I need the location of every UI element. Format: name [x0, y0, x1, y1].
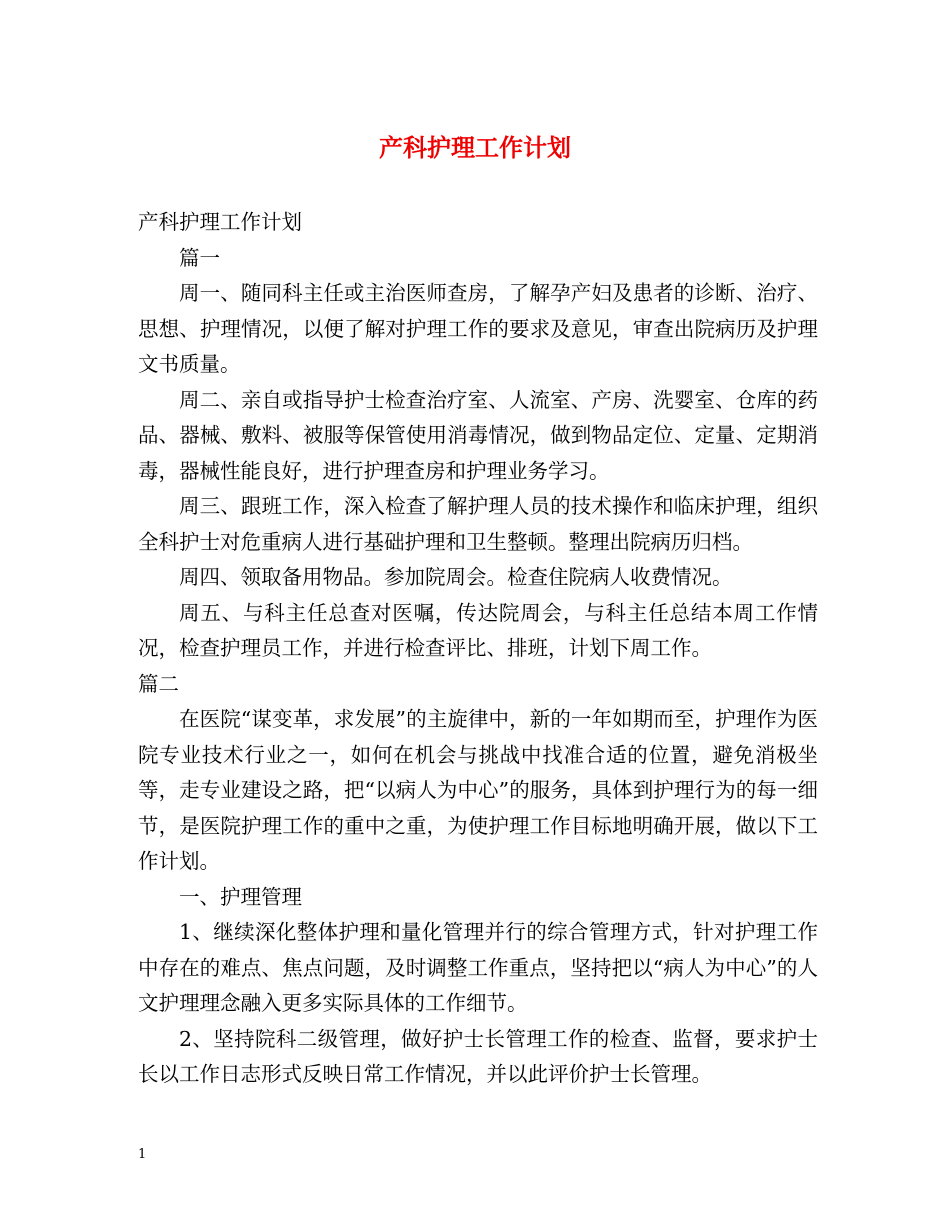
- paragraph-thursday: 周四、领取备用物品。参加院周会。检查住院病人收费情况。: [179, 565, 733, 589]
- page-number: 1: [138, 1147, 147, 1162]
- paragraph-tuesday: 周二、亲自或指导护士检查治疗室、人流室、产房、洗婴室、仓库的药品、器械、敷料、被服等保管使用消毒情况，做到物品定位、定量、定期消毒，器械性能良好，进行护理查房和护理业务学习。: [138, 387, 818, 483]
- section-label-part-2: 篇二: [138, 671, 179, 696]
- paragraph-friday: 周五、与科主任总查对医嘱，传达院周会，与科主任总结本周工作情况，检查护理员工作，并进行检查评比、排班，计划下周工作。: [138, 600, 818, 660]
- document-body: [138, 205, 818, 1093]
- subheading-nursing-management: 一、护理管理: [179, 884, 302, 909]
- heading-line: 产科护理工作计划: [138, 210, 302, 234]
- paragraph-item-2: 2、坚持院科二级管理，做好护士长管理工作的检查、监督，要求护士长以工作日志形式反映日常工作情况，并以此评价护士长管理。: [138, 1026, 818, 1086]
- paragraph-monday: 周一、随同科主任或主治医师查房，了解孕产妇及患者的诊断、治疗、思想、护理情况，以便了解对护理工作的要求及意见，审查出院病历及护理文书质量。: [138, 281, 818, 376]
- paragraph-intro: 在医院“谋变革，求发展”的主旋律中，新的一年如期而至，护理作为医院专业技术行业之一，如何在机会与挑战中找准合适的位置，避免消极坐等，走专业建设之路，把“以病人为中心”的服务，具体到护理行为的每一细节，是医院护理工作的重中之重，为使护理工作目标地明确开展，做以下工作计划。: [138, 707, 818, 873]
- paragraph-item-1: 1、继续深化整体护理和量化管理并行的综合管理方式，针对护理工作中存在的难点、焦点问题，及时调整工作重点，坚持把以“病人为中心”的人文护理理念融入更多实际具体的工作细节。: [138, 920, 818, 1015]
- section-label-part-1: 篇一: [179, 245, 220, 270]
- paragraph-wednesday: 周三、跟班工作，深入检查了解护理人员的技术操作和临床护理，组织全科护士对危重病人进行基础护理和卫生整顿。整理出院病历归档。: [138, 494, 818, 554]
- document-title: 产科护理工作计划: [379, 133, 571, 162]
